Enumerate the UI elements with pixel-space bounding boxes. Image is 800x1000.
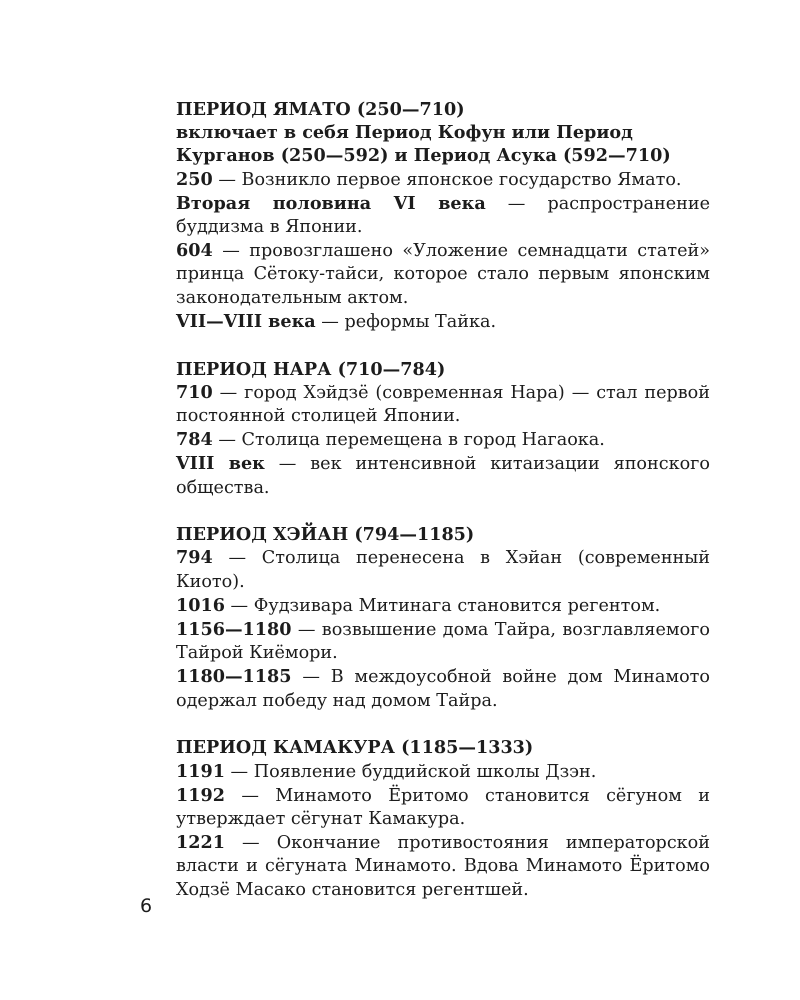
timeline-entry xyxy=(176,665,710,712)
entry-text: — возвышение дома Тайра, возглавляемого Тайрой Киёмори. xyxy=(176,620,710,664)
entry-date: VIII век xyxy=(176,453,265,475)
entry-date: 604 xyxy=(176,240,213,262)
entry-text: — В междоусобной войне дом Минамото одержал победу над домом Тайра. xyxy=(176,667,710,711)
timeline-entry xyxy=(176,546,710,593)
timeline-entry xyxy=(176,831,710,902)
entry-date: 1191 xyxy=(176,760,225,782)
page-number: 6 xyxy=(140,895,153,917)
entry-date: 1180—1185 xyxy=(176,666,292,688)
entry-text: — Окончание противостояния императорской власти и сёгуната Минамото. Вдова Минамото Ёритомо Ходзё Масако становится регентшей. xyxy=(176,833,710,900)
entry-text: — распространение буддизма в Японии. xyxy=(176,193,710,238)
entry-text: — Минамото Ёритомо становится сёгуном и утверждает сёгунат Камакура. xyxy=(176,785,710,829)
timeline-entry xyxy=(176,310,710,334)
section-kamakura xyxy=(176,736,710,901)
section-heian xyxy=(176,523,710,713)
entry-text: — Возникло первое японское государство Ямато. xyxy=(212,169,682,190)
entry-date: 710 xyxy=(176,381,213,403)
entry-date: 794 xyxy=(176,547,213,569)
section-yamato xyxy=(176,98,710,334)
section-subtitle-line: Курганов (250—592) и Период Асука (592—710) xyxy=(176,145,671,167)
entry-text: — век интенсивной китаизации японского общества. xyxy=(176,454,710,498)
section-title: ПЕРИОД ЯМАТО (250—710) xyxy=(176,99,465,120)
entry-text: — провозглашено «Уложение семнадцати статей» принца Сётоку-тайси, которое стало первым японским законодательным актом. xyxy=(176,241,710,308)
entry-text: — Появление буддийской школы Дзэн. xyxy=(224,761,597,782)
timeline-entry xyxy=(176,784,710,831)
timeline-entry xyxy=(176,760,710,784)
entry-date: 1156—1180 xyxy=(176,619,292,641)
section-nara xyxy=(176,358,710,500)
timeline-entry xyxy=(176,239,710,310)
timeline-entry xyxy=(176,168,710,192)
timeline-entry xyxy=(176,594,710,618)
section-title: ПЕРИОД ХЭЙАН (794—1185) xyxy=(176,524,475,546)
entry-text: — реформы Тайка. xyxy=(315,311,497,332)
timeline-entry xyxy=(176,618,710,665)
timeline-entry xyxy=(176,192,710,239)
entry-date: 784 xyxy=(176,429,213,451)
entry-text: — Столица перемещена в город Нагаока. xyxy=(212,430,605,451)
timeline-entry xyxy=(176,428,710,452)
entry-date: Вторая половина VI века xyxy=(176,192,486,214)
entry-text: — город Хэйдзё (современная Нара) — стал первой постоянной столицей Японии. xyxy=(176,382,710,426)
entry-date: 1221 xyxy=(176,832,225,854)
section-subtitle-line: включает в себя Период Кофун или Период xyxy=(176,122,633,144)
entry-date: 1016 xyxy=(176,594,225,616)
entry-text: — Фудзивара Митинага становится регентом. xyxy=(224,595,661,616)
page-body xyxy=(176,98,710,925)
entry-date: 1192 xyxy=(176,784,225,806)
entry-date: VII—VIII века xyxy=(176,310,316,332)
entry-text: — Столица перенесена в Хэйан (современный Киото). xyxy=(176,548,710,592)
timeline-entry xyxy=(176,381,710,428)
entry-date: 250 xyxy=(176,168,213,190)
section-title: ПЕРИОД НАРА (710—784) xyxy=(176,358,446,380)
timeline-entry xyxy=(176,452,710,499)
section-title: ПЕРИОД КАМАКУРА (1185—1333) xyxy=(176,737,534,759)
